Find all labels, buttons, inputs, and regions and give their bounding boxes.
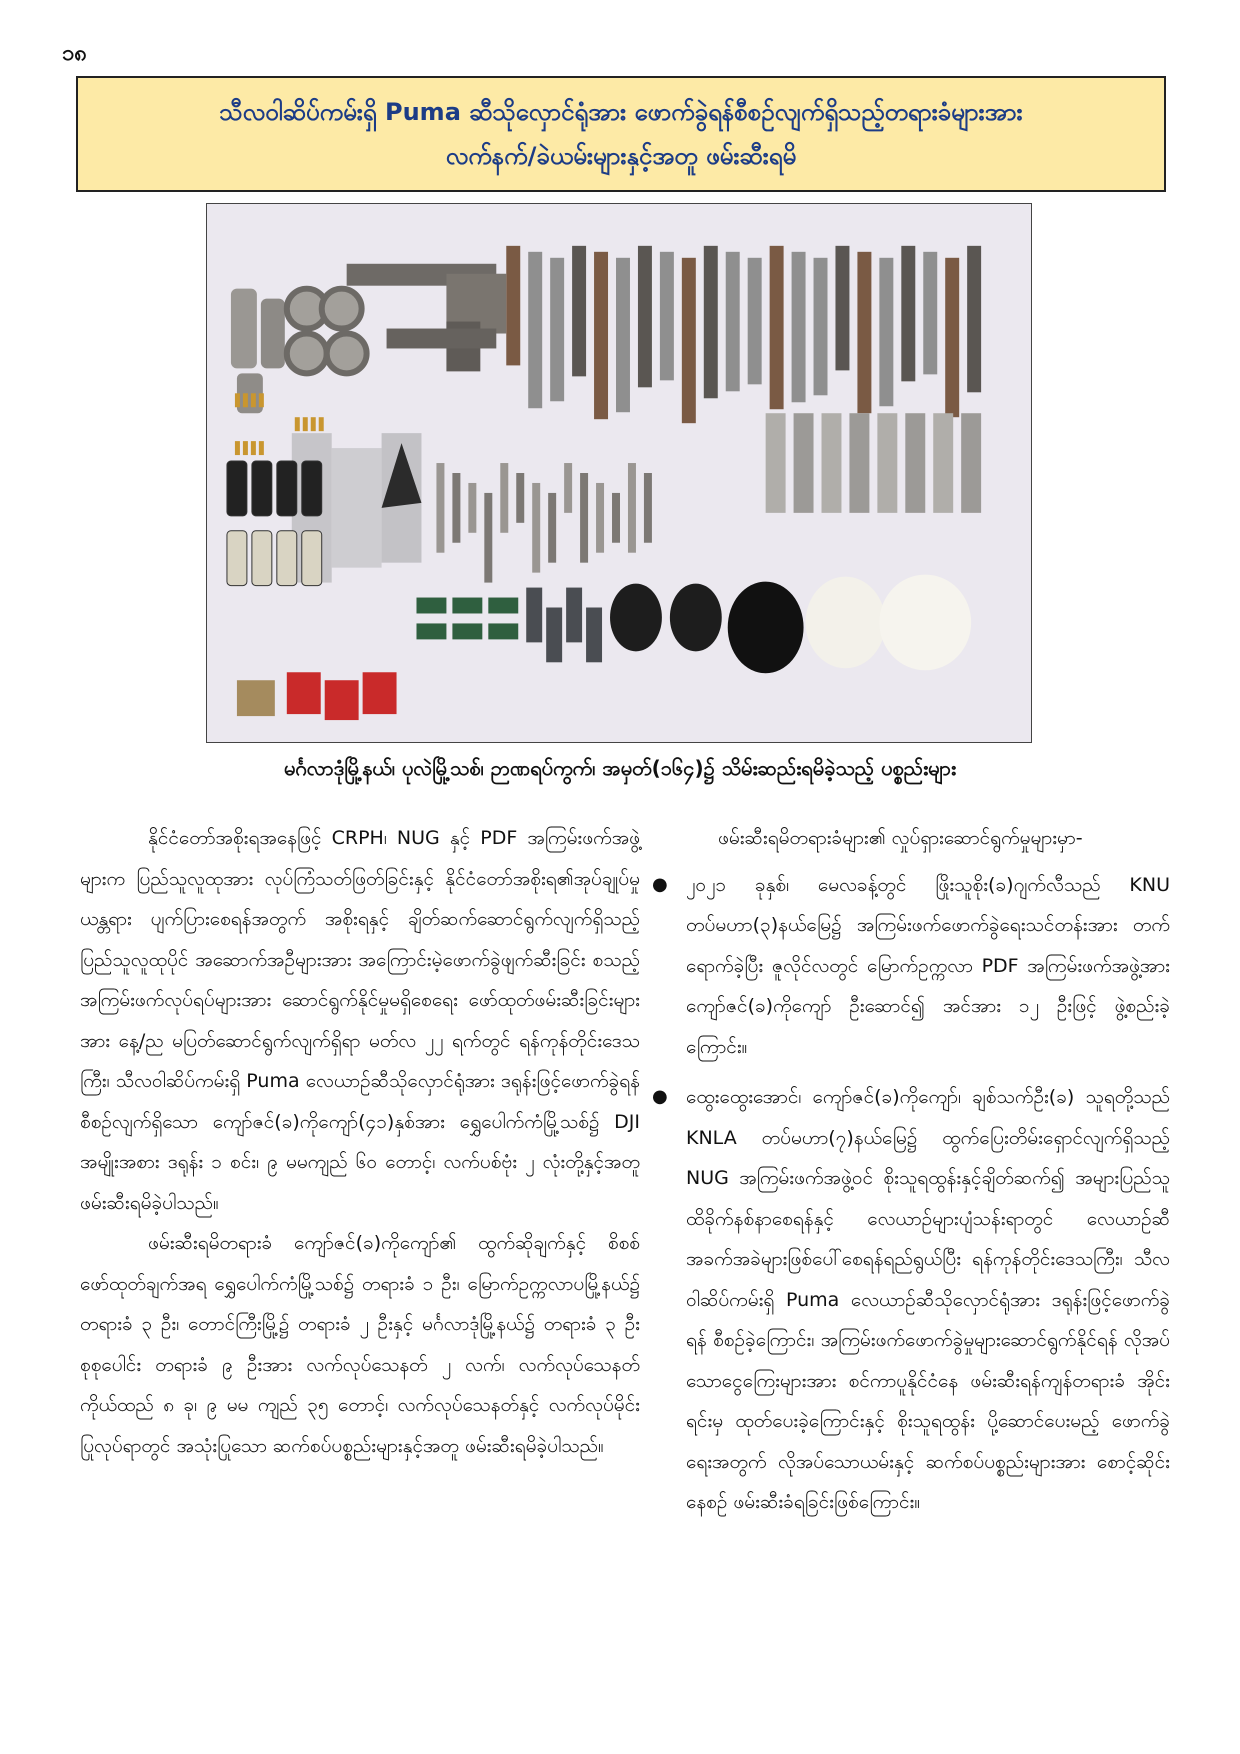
metal-pipe — [835, 246, 849, 371]
metal-pipe — [967, 246, 981, 392]
activity-text: ထွေးထွေးအောင်၊ ကျော်ဇင်(ခ)ကိုကျော်၊ ချစ်သက်ဦး(ခ) သူရတို့သည် KNLA တပ်မဟာ(၇)နယ်မြေ၌ ထွက်ပြေးတိမ်းရှောင်လျက်ရှိသည့် NUG အကြမ်းဖက်အဖွဲ့ဝင် စိုးသူရထွန်းနှင့်ချိတ်ဆက်၍ အများပြည်သူထိခိုက်နစ်နာစေရန်နှင့် လေယာဉ်များပျံသန်းရာတွင် လေယာဉ်ဆီအခက်အခဲများဖြစ်ပေါ်စေရန်ရည်ရွယ်ပြီး ရန်ကုန်တိုင်းဒေသကြီး၊ သီလဝါဆိပ်ကမ်းရှိ Puma လေယာဉ်ဆီသိုလှောင်ရုံအား ဒရုန်းဖြင့်ဖောက်ခွဲရန် စီစဉ်ခဲ့ကြောင်း၊ အကြမ်းဖက်ဖောက်ခွဲမှုများဆောင်ရွက်နိုင်ရန် လိုအပ်သောငွေကြေးများအား စင်ကာပူနိုင်ငံနေ ဖမ်းဆီးရန်ကျန်တရားခံ အိုင်းရင်းမှ ထုတ်ပေးခဲ့ကြောင်းနှင့် စိုးသူရထွန်း ပို့ဆောင်ပေးမည့် ဖောက်ခွဲရေးအတွက် လိုအပ်သောယမ်းနှင့် ဆက်စပ်ပစ္စည်းများအား စောင့်ဆိုင်းနေစဉ် ဖမ်းဆီးခံရခြင်းဖြစ်ကြောင်း။ — [686, 1086, 1170, 1513]
metal-pipe — [770, 246, 784, 409]
metal-bar — [794, 413, 814, 513]
metal-bar — [766, 413, 786, 513]
seized-items-photo — [206, 203, 1032, 743]
bullet-icon: ● — [652, 1086, 668, 1107]
bullet-round — [251, 393, 256, 407]
metal-pipe — [923, 252, 937, 375]
phone — [277, 531, 297, 586]
right-column — [650, 818, 1170, 1533]
photo-caption: မင်္ဂလာဒုံမြို့နယ်၊ ပုလဲမြို့သစ်၊ ဉာဏရပ်ကွက်၊ အမှတ်(၁၆၄)၌ သိမ်းဆည်းရမိခဲ့သည့် ပစ္စည်းများ — [283, 756, 957, 780]
headline-line-2: လက်နက်/ခဲယမ်းများနှင့်အတူ ဖမ်းဆီးရမိ — [445, 142, 797, 170]
page-number: ၁၈ — [62, 41, 87, 66]
seized-items-illustration — [207, 204, 1031, 742]
metal-bar — [849, 413, 869, 513]
metal-part — [500, 463, 508, 533]
right-intro: ဖမ်းဆီးရမိတရားခံများ၏ လှုပ်ရှားဆောင်ရွက်မှုများမှာ- — [718, 827, 1083, 849]
metal-bar — [961, 413, 981, 513]
metal-pipe — [572, 246, 586, 377]
metal-pipe — [901, 246, 915, 381]
circuit-board — [452, 623, 482, 639]
metal-pipe — [528, 252, 542, 408]
bullet-round — [259, 441, 264, 455]
battery — [566, 588, 582, 643]
metal-part — [452, 473, 460, 543]
circuit-board — [452, 598, 482, 614]
bullet-round — [259, 393, 264, 407]
metal-part — [596, 483, 604, 553]
metal-pipe — [594, 252, 608, 419]
metal-bar — [877, 413, 897, 513]
metal-part — [612, 493, 620, 543]
circuit-board — [416, 598, 446, 614]
bullet-icon: ● — [652, 873, 668, 895]
phone — [252, 461, 272, 516]
bullet-round — [235, 441, 240, 455]
metal-part — [484, 493, 492, 583]
bullet-round — [243, 393, 248, 407]
activity-list — [650, 865, 1170, 1523]
metal-pipe — [506, 246, 520, 366]
metal-pipe — [616, 258, 630, 412]
activity-item — [652, 865, 1170, 1068]
phone — [277, 461, 297, 516]
metal-pipe — [660, 252, 674, 381]
metal-part — [644, 473, 652, 543]
phone — [227, 531, 247, 586]
metal-bar — [822, 413, 842, 513]
phone — [252, 531, 272, 586]
bullet-round — [251, 441, 256, 455]
phone — [227, 461, 247, 516]
bullet-round — [311, 417, 316, 431]
activity-item — [652, 1077, 1170, 1523]
metal-part — [436, 463, 444, 553]
metal-bar — [933, 413, 953, 513]
headline-box — [76, 76, 1166, 192]
headline-line-1: သီလဝါဆိပ်ကမ်းရှိ Puma ဆီသိုလှောင်ရုံအား ဖောက်ခွဲရန်စီစဉ်လျက်ရှိသည့်တရားခံများအား — [219, 98, 1023, 126]
metal-pipe — [550, 258, 564, 401]
metal-pipe — [704, 246, 718, 398]
metal-part — [580, 473, 588, 563]
bullet-round — [319, 417, 324, 431]
battery — [546, 608, 562, 663]
metal-pipe — [945, 258, 959, 417]
left-paragraph-1: နိုင်ငံတော်အစိုးရအနေဖြင့် CRPH၊ NUG နှင့် PDF အကြမ်းဖက်အဖွဲ့များက ပြည်သူလူထုအား လုပ်ကြံသတ်ဖြတ်ခြင်းနှင့် နိုင်ငံတော်အစိုးရ၏အုပ်ချုပ်မှုယန္တရား ပျက်ပြားစေရန်အတွက် အစိုးရနှင့် ချိတ်ဆက်ဆောင်ရွက်လျက်ရှိသည့် ပြည်သူလူထုပိုင် အဆောက်အဦများအား အကြောင်းမဲ့ဖောက်ခွဲဖျက်ဆီးခြင်း စသည့် အကြမ်းဖက်လုပ်ရပ်များအား ဆောင်ရွက်နိုင်မှုမရှိစေရေး ဖော်ထုတ်ဖမ်းဆီးခြင်းများအား နေ့/ည မပြတ်ဆောင်ရွက်လျက်ရှိရာ မတ်လ ၂၂ ရက်တွင် ရန်ကုန်တိုင်းဒေသကြီး၊ သီလဝါဆိပ်ကမ်းရှိ Puma လေယာဉ်ဆီသိုလှောင်ရုံအား ဒရုန်းဖြင့်ဖောက်ခွဲရန်စီစဉ်လျက်ရှိသော ကျော်ဇင်(ခ)ကိုကျော်(၄၁)နှစ်အား ရွှေပေါက်ကံမြို့သစ်၌ DJI အမျိုးအစား ဒရုန်း ၁ စင်း၊ ၉ မမကျည် ၆၀ တောင့်၊ လက်ပစ်ဗုံး ၂ လုံးတို့နှင့်အတူ ဖမ်းဆီးရမိခဲ့ပါသည်။ — [80, 827, 640, 1214]
circuit-board — [488, 623, 518, 639]
metal-part — [532, 483, 540, 573]
bullet-round — [243, 441, 248, 455]
metal-pipe — [857, 252, 871, 413]
metal-pipe — [814, 258, 828, 395]
circuit-board — [488, 598, 518, 614]
metal-bar — [905, 413, 925, 513]
bullet-round — [295, 417, 300, 431]
metal-part — [516, 473, 524, 523]
left-paragraph-2: ဖမ်းဆီးရမိတရားခံ ကျော်ဇင်(ခ)ကိုကျော်၏ ထွက်ဆိုချက်နှင့် စိစစ်ဖော်ထုတ်ချက်အရ ရွှေပေါက်ကံမြို့သစ်၌ တရားခံ ၁ ဦး၊ မြောက်ဥက္ကလာပမြို့နယ်၌ တရားခံ ၃ ဦး၊ တောင်ကြီးမြို့၌ တရားခံ ၂ ဦးနှင့် မင်္ဂလာဒုံမြို့နယ်၌ တရားခံ ၃ ဦး စုစုပေါင်း တရားခံ ၉ ဦးအား လက်လုပ်သေနတ် ၂ လက်၊ လက်လုပ်သေနတ်ကိုယ်ထည် ၈ ခု၊ ၉ မမ ကျည် ၃၅ တောင့်၊ လက်လုပ်သေနတ်နှင့် လက်လုပ်မိုင်းပြုလုပ်ရာတွင် အသုံးပြုသော ဆက်စပ်ပစ္စည်းများနှင့်အတူ ဖမ်းဆီးရမိခဲ့ပါသည်။ — [80, 1232, 640, 1457]
left-column — [80, 818, 640, 1466]
metal-pipe — [682, 258, 696, 423]
battery — [586, 608, 602, 663]
metal-part — [628, 463, 636, 553]
phone — [302, 461, 322, 516]
battery — [526, 588, 542, 643]
metal-part — [548, 493, 556, 563]
metal-pipe — [748, 258, 762, 385]
metal-pipe — [879, 258, 893, 406]
circuit-board — [416, 623, 446, 639]
bullet-round — [303, 417, 308, 431]
metal-pipe — [792, 252, 806, 402]
bullet-round — [235, 393, 240, 407]
phone — [302, 531, 322, 586]
metal-pipe — [638, 246, 652, 387]
metal-part — [564, 463, 572, 513]
metal-pipe — [726, 252, 740, 391]
activity-text: ၂၀၂၁ ခုနှစ်၊ မေလခန့်တွင် ဖြိုးသူစိုး(ခ)ဂျက်လီသည် KNU တပ်မဟာ(၃)နယ်မြေ၌ အကြမ်းဖက်ဖောက်ခွဲရေးသင်တန်းအား တက်ရောက်ခဲ့ပြီး ဇူလိုင်လတွင် မြောက်ဥက္ကလာ PDF အကြမ်းဖက်အဖွဲ့အား ကျော်ဇင်(ခ)ကိုကျော် ဦးဆောင်၍ အင်အား ၁၂ ဦးဖြင့် ဖွဲ့စည်းခဲ့ကြောင်း။ — [686, 873, 1170, 1058]
metal-part — [468, 483, 476, 533]
